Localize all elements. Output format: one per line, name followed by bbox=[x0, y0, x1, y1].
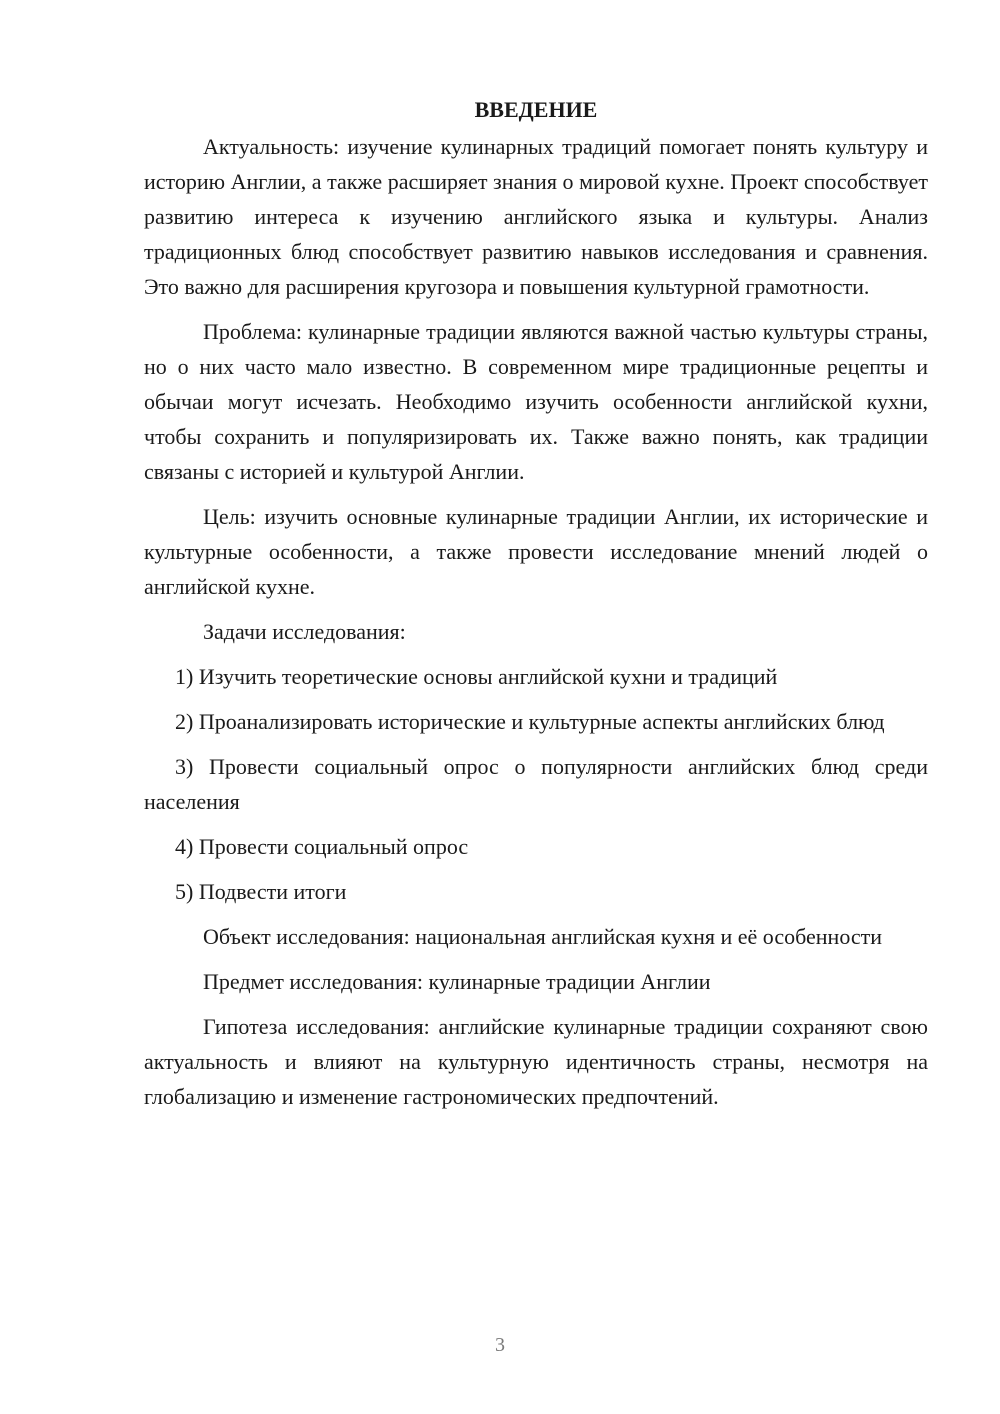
relevance-paragraph: Актуальность: изучение кулинарных традиций помогает понять культуру и историю Англии, а также расширяет знания о мировой кухне. Проект способствует развитию интереса к изучению английского языка и культуры. Анализ традиционных блюд способствует развитию навыков исследования и сравнения. Это важно для расширения кругозора и повышения культурной грамотности. bbox=[144, 134, 928, 299]
task-item-1: 1) Изучить теоретические основы английской кухни и традиций bbox=[175, 664, 778, 689]
object-paragraph: Объект исследования: национальная английская кухня и её особенности bbox=[203, 924, 883, 949]
goal-paragraph: Цель: изучить основные кулинарные традиции Англии, их исторические и культурные особенности, а также провести исследование мнений людей о английской кухне. bbox=[144, 504, 928, 599]
task-item-5: 5) Подвести итоги bbox=[175, 879, 347, 904]
page-content bbox=[144, 92, 928, 1124]
hypothesis-paragraph: Гипотеза исследования: английские кулинарные традиции сохраняют свою актуальность и влияют на культурную идентичность страны, несмотря на глобализацию и изменение гастрономических предпочтений. bbox=[144, 1014, 928, 1109]
tasks-heading: Задачи исследования: bbox=[203, 619, 406, 644]
page-title: ВВЕДЕНИЕ bbox=[474, 97, 598, 122]
task-item-2: 2) Проанализировать исторические и культурные аспекты английских блюд bbox=[175, 709, 885, 734]
problem-paragraph: Проблема: кулинарные традиции являются важной частью культуры страны, но о них часто мало известно. В современном мире традиционные рецепты и обычаи могут исчезать. Необходимо изучить особенности английской кухни, чтобы сохранить и популяризировать их. Также важно понять, как традиции связаны с историей и культурой Англии. bbox=[144, 319, 928, 484]
task-item-4: 4) Провести социальный опрос bbox=[175, 834, 469, 859]
subject-paragraph: Предмет исследования: кулинарные традиции Англии bbox=[203, 969, 711, 994]
page-number: 3 bbox=[495, 1334, 505, 1356]
task-item-3: 3) Провести социальный опрос о популярности английских блюд среди населения bbox=[144, 754, 928, 814]
